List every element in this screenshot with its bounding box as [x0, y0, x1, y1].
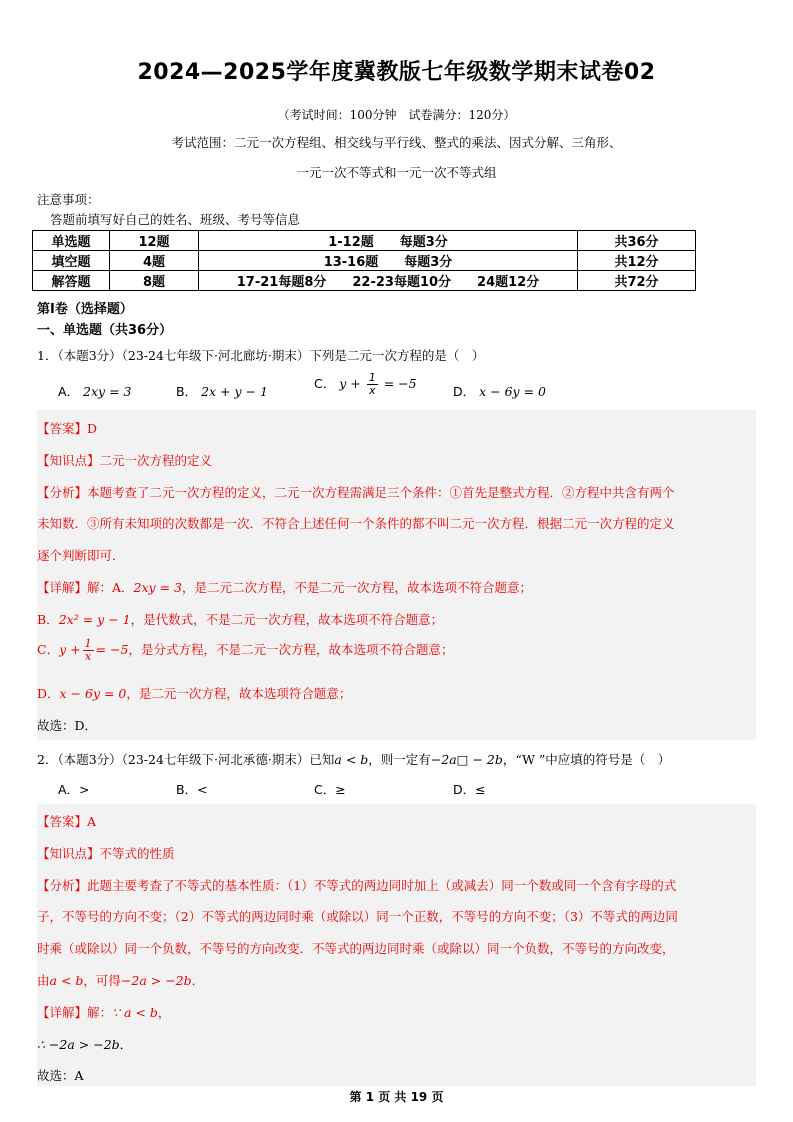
detail-math: ∵ a < b: [112, 1005, 158, 1020]
section-title: 一、单选题（共36分）: [37, 323, 173, 338]
table-cell-type: 填空题: [33, 251, 110, 271]
detail-text: ，: [157, 1005, 171, 1020]
question-2-option-c: C．≥: [314, 782, 346, 797]
fraction: [83, 638, 94, 663]
detail-math: y +: [59, 642, 81, 657]
option-math: 2xy = 3: [83, 384, 132, 399]
detail-text: ，是二元二次方程，不是二元一次方程，故本选项不符合题意；: [181, 580, 532, 595]
stem-text: ，则一定有: [368, 752, 431, 767]
analysis-text: ，可得: [83, 973, 121, 988]
detail-text: C．: [37, 642, 60, 657]
stem-text: 2．（本题3分）（23-24七年级下·河北承德·期末）已知: [37, 752, 335, 767]
question-2-analysis-line3: 时乘（或除以）同一个负数，不等号的方向改变．不等式的两边同时乘（或除以）同一个负数，不等号的方向改变，: [37, 941, 675, 956]
detail-text: 【详解】解：: [37, 1005, 113, 1020]
option-math: 2x + y − 1: [201, 384, 268, 399]
question-1-option-d: [453, 382, 546, 400]
analysis-math: −2a > −2b: [120, 973, 192, 988]
detail-text: ，是代数式，不是二元一次方程，故本选项不符合题意；: [130, 612, 444, 627]
question-1-detail-c: [37, 638, 756, 663]
table-row: [33, 251, 696, 271]
detail-math: 2xy = 3: [133, 580, 182, 595]
detail-math: = −5: [95, 642, 129, 657]
table-cell-count: 12题: [110, 231, 199, 251]
question-1-detail-a: [37, 578, 756, 596]
fraction-numerator: 1: [84, 637, 92, 650]
analysis-math: a < b: [49, 973, 84, 988]
page-title: 2024—2025学年度冀教版七年级数学期末试卷02: [137, 60, 656, 85]
option-math: = −5: [383, 376, 417, 391]
detail-text: 【详解】解：A．: [37, 580, 134, 595]
analysis-text: ．: [191, 973, 205, 988]
table-cell-type: 解答题: [33, 271, 110, 291]
table-cell-detail: 17-21每题8分 22-23每题10分 24题12分: [199, 271, 578, 291]
stem-text: ，“W ”中应填的符号是（ ）: [502, 752, 671, 767]
detail-text: ，是二元一次方程，故本选项符合题意；: [126, 686, 352, 701]
detail-text: ，是分式方程，不是二元一次方程，故本选项不符合题意；: [128, 642, 454, 657]
option-label: B．: [176, 384, 198, 399]
question-1-detail-d: [37, 684, 756, 702]
question-2-option-d: D．≤: [453, 782, 486, 797]
fraction: [367, 372, 378, 397]
table-cell-detail: 13-16题 每题3分: [199, 251, 578, 271]
question-2-knowledge: 【知识点】不等式的性质: [37, 846, 175, 861]
option-math: x − 6y = 0: [479, 384, 546, 399]
table-cell-total: 共12分: [578, 251, 696, 271]
question-1-conclusion: 故选：D．: [37, 718, 98, 733]
question-1-stem: 1．（本题3分）（23-24七年级下·河北廊坊·期末）下列是二元一次方程的是（ ）: [37, 348, 485, 363]
table-row: [33, 271, 696, 291]
notes-item: 答题前填写好自己的姓名、班级、考号等信息: [50, 212, 301, 227]
table-cell-detail: 1-12题 每题3分: [199, 231, 578, 251]
question-1-answer: 【答案】D: [37, 421, 98, 436]
table-cell-total: 共72分: [578, 271, 696, 291]
detail-math: x − 6y = 0: [59, 686, 127, 701]
stem-math: a < b: [334, 752, 369, 767]
question-2-answer: 【答案】A: [37, 814, 97, 829]
table-cell-count: 4题: [110, 251, 199, 271]
question-1-option-a: [58, 382, 131, 400]
table-cell-type: 单选题: [33, 231, 110, 251]
stem-math: −2a□ − 2b: [430, 752, 503, 767]
fraction-denominator: x: [84, 650, 92, 663]
question-2-stem: [37, 750, 670, 768]
question-1-analysis-line2: 未知数．③所有未知项的次数都是一次．不符合上述任何一个条件的都不叫二元一次方程．根据二元一次方程的定义: [37, 516, 675, 531]
question-1-detail-b: [37, 610, 756, 628]
question-2-detail: [37, 1003, 756, 1021]
question-2-option-a: A．>: [58, 782, 90, 797]
option-label: D．: [453, 384, 476, 399]
question-2-analysis-line4: [37, 971, 756, 989]
score-table: [32, 230, 696, 291]
question-1-analysis-line1: 【分析】本题考查了二元一次方程的定义，二元一次方程需满足三个条件：①首先是整式方程．②方程中共含有两个: [37, 485, 675, 500]
question-1-option-b: [176, 382, 268, 400]
exam-info: （考试时间：100分钟 试卷满分：120分）: [277, 108, 516, 122]
page-footer: 第 1 页 共 19 页: [349, 1090, 444, 1104]
option-label: C．: [314, 376, 336, 391]
fraction-denominator: x: [368, 384, 376, 397]
detail-math: 2x² = y − 1: [58, 612, 131, 627]
exam-scope-line1: 考试范围：二元一次方程组、相交线与平行线、整式的乘法、因式分解、三角形、: [171, 135, 622, 150]
table-cell-count: 8题: [110, 271, 199, 291]
option-math: y +: [339, 376, 361, 391]
notes-title: 注意事项：: [37, 192, 100, 207]
question-2-therefore: [37, 1035, 756, 1053]
detail-text: D．: [37, 686, 60, 701]
question-1-analysis-line3: 逐个判断即可．: [37, 548, 125, 563]
question-1-option-c: [314, 372, 417, 397]
option-label: A．: [58, 384, 80, 399]
analysis-text: 由: [37, 973, 50, 988]
question-2-analysis-line1: 【分析】此题主要考查了不等式的基本性质：（1）不等式的两边同时加上（或减去）同一个数或同一个含有字母的式: [37, 878, 677, 893]
question-2-option-b: B．<: [176, 782, 208, 797]
table-cell-total: 共36分: [578, 231, 696, 251]
therefore-math: ∴ −2a > −2b: [37, 1037, 120, 1052]
fraction-numerator: 1: [368, 371, 376, 384]
therefore-text: ．: [119, 1037, 133, 1052]
question-2-conclusion: 故选：A: [37, 1068, 84, 1083]
exam-scope-line2: 一元一次不等式和一元一次不等式组: [296, 165, 497, 180]
question-2-analysis-line2: 子，不等号的方向不变；（2）不等式的两边同时乘（或除以）同一个正数，不等号的方向不变；（3）不等式的两边同: [37, 909, 678, 924]
part-title: 第Ⅰ卷（选择题）: [37, 302, 133, 317]
table-row: [33, 231, 696, 251]
detail-text: B．: [37, 612, 59, 627]
question-1-knowledge: 【知识点】二元一次方程的定义: [37, 453, 213, 468]
